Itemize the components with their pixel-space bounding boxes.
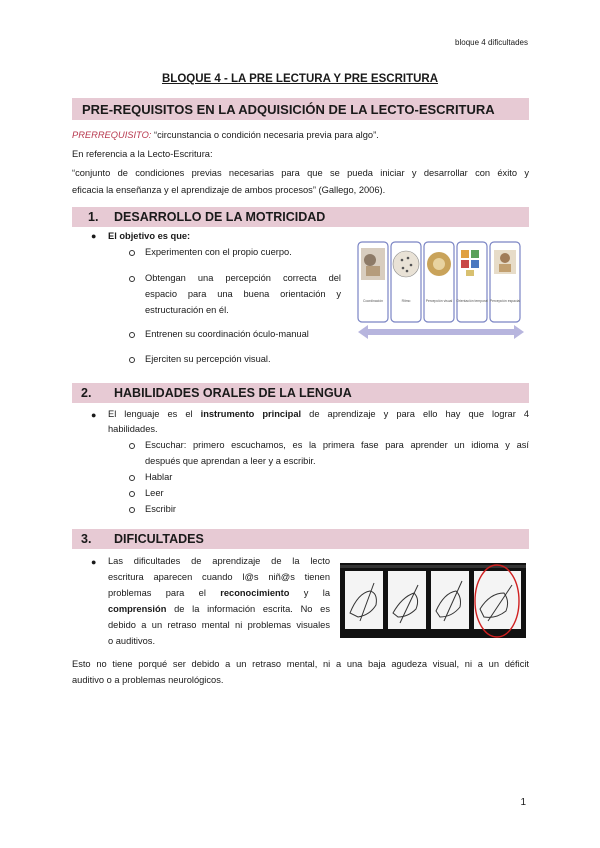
quote-line-2: eficacia la enseñanza y el aprendizaje de ambos procesos” (Gallego, 2006). xyxy=(72,185,386,195)
figure-panel xyxy=(391,242,421,322)
figure-panel xyxy=(358,242,388,322)
section3-line: escritura aparecen cuando l@s niñ@s tienen xyxy=(108,572,330,582)
figure-panel xyxy=(457,242,487,322)
text-run: El lenguaje es el xyxy=(108,409,201,419)
section2-heading: HABILIDADES ORALES DE LA LENGUA xyxy=(114,386,352,400)
section3-line xyxy=(108,601,330,618)
section2-bullet-line2: habilidades. xyxy=(108,424,158,434)
closing-line-2: auditivo o a problemas neurológicos. xyxy=(72,675,224,685)
text-run: problemas para el xyxy=(108,588,221,598)
circle-bullet-icon xyxy=(129,357,135,363)
list-item: después que aprendan a leer y a escribir. xyxy=(145,456,316,466)
bullet-icon: ● xyxy=(91,557,97,567)
bullet-icon: ● xyxy=(91,410,97,420)
prereq-label: PRERREQUISITO: xyxy=(72,130,152,140)
circle-bullet-icon xyxy=(129,276,135,282)
reference-line: En referencia a la Lecto-Escritura: xyxy=(72,149,213,159)
prereq-text: “circunstancia o condición necesaria previa para algo”. xyxy=(151,130,379,140)
list-item: espacio para una buena orientación y xyxy=(145,289,341,299)
circle-bullet-icon xyxy=(129,507,135,513)
text-run: de la información escrita. No es xyxy=(166,604,330,614)
quote-line-1: “conjunto de condiciones previas necesarias para que se pueda iniciar y desarrollar con éxito y xyxy=(72,168,529,178)
page-title: BLOQUE 4 - LA PRE LECTURA Y PRE ESCRITURA xyxy=(161,73,439,85)
bullet-icon: ● xyxy=(91,231,97,241)
figure-label: Percepción espacial xyxy=(489,299,521,303)
circle-bullet-icon xyxy=(129,443,135,449)
list-item: estructuración en él. xyxy=(145,305,229,315)
motricidad-figure xyxy=(356,236,526,346)
section1-lead: El objetivo es que: xyxy=(108,231,191,241)
list-item: Escribir xyxy=(145,504,176,514)
figure-label: Orientación temporal xyxy=(456,299,488,303)
circle-bullet-icon xyxy=(129,475,135,481)
section2-number: 2. xyxy=(81,386,92,400)
circle-bullet-icon xyxy=(129,491,135,497)
figure-panel xyxy=(424,242,454,322)
list-item: Hablar xyxy=(145,472,173,482)
section3-line: debido a un retraso mental ni problemas visuales xyxy=(108,620,330,630)
text-run-bold: comprensión xyxy=(108,604,167,614)
text-run: de aprendizaje y para ello hay que lograr 4 xyxy=(301,409,530,419)
pencil-grip-figure xyxy=(340,563,526,638)
text-run: y la xyxy=(289,588,331,598)
section3-heading: DIFICULTADES xyxy=(114,532,204,546)
figure-label: Ritmo xyxy=(401,299,411,303)
list-item: Escuchar: primero escuchamos, es la primera fase para aprender un idioma y así xyxy=(145,440,529,450)
list-item: Entrenen su coordinación óculo-manual xyxy=(145,329,309,339)
list-item: Leer xyxy=(145,488,164,498)
section-heading-band xyxy=(72,98,529,120)
figure-label: Coordinación xyxy=(363,299,383,303)
section2-bullet-text xyxy=(108,406,529,423)
text-run-bold: reconocimiento xyxy=(220,588,290,598)
figure-label: Percepción visual xyxy=(425,299,453,303)
double-arrow-icon xyxy=(358,325,524,339)
section3-line: o auditivos. xyxy=(108,636,156,646)
section1-heading: DESARROLLO DE LA MOTRICIDAD xyxy=(114,210,326,224)
circle-bullet-icon xyxy=(129,332,135,338)
text-run-bold: instrumento principal xyxy=(200,409,302,419)
figure-panel xyxy=(490,242,520,322)
section3-number: 3. xyxy=(81,532,92,546)
page-number: 1 xyxy=(520,797,526,808)
running-header: bloque 4 dificultades xyxy=(455,38,528,47)
section-heading: PRE-REQUISITOS EN LA ADQUISICIÓN DE LA LECTO-ESCRITURA xyxy=(82,102,495,117)
section3-line: Las dificultades de aprendizaje de la lecto xyxy=(108,556,330,566)
list-item: Ejerciten su percepción visual. xyxy=(145,354,271,364)
circle-bullet-icon xyxy=(129,250,135,256)
section3-line xyxy=(108,585,330,602)
prereq-definition xyxy=(72,127,529,144)
closing-line-1: Esto no tiene porqué ser debido a un retraso mental, ni a una baja agudeza visual, ni a un déficit xyxy=(72,659,529,669)
list-item: Obtengan una percepción correcta del xyxy=(145,273,341,283)
list-item: Experimenten con el propio cuerpo. xyxy=(145,247,292,257)
section1-number: 1. xyxy=(88,210,99,224)
